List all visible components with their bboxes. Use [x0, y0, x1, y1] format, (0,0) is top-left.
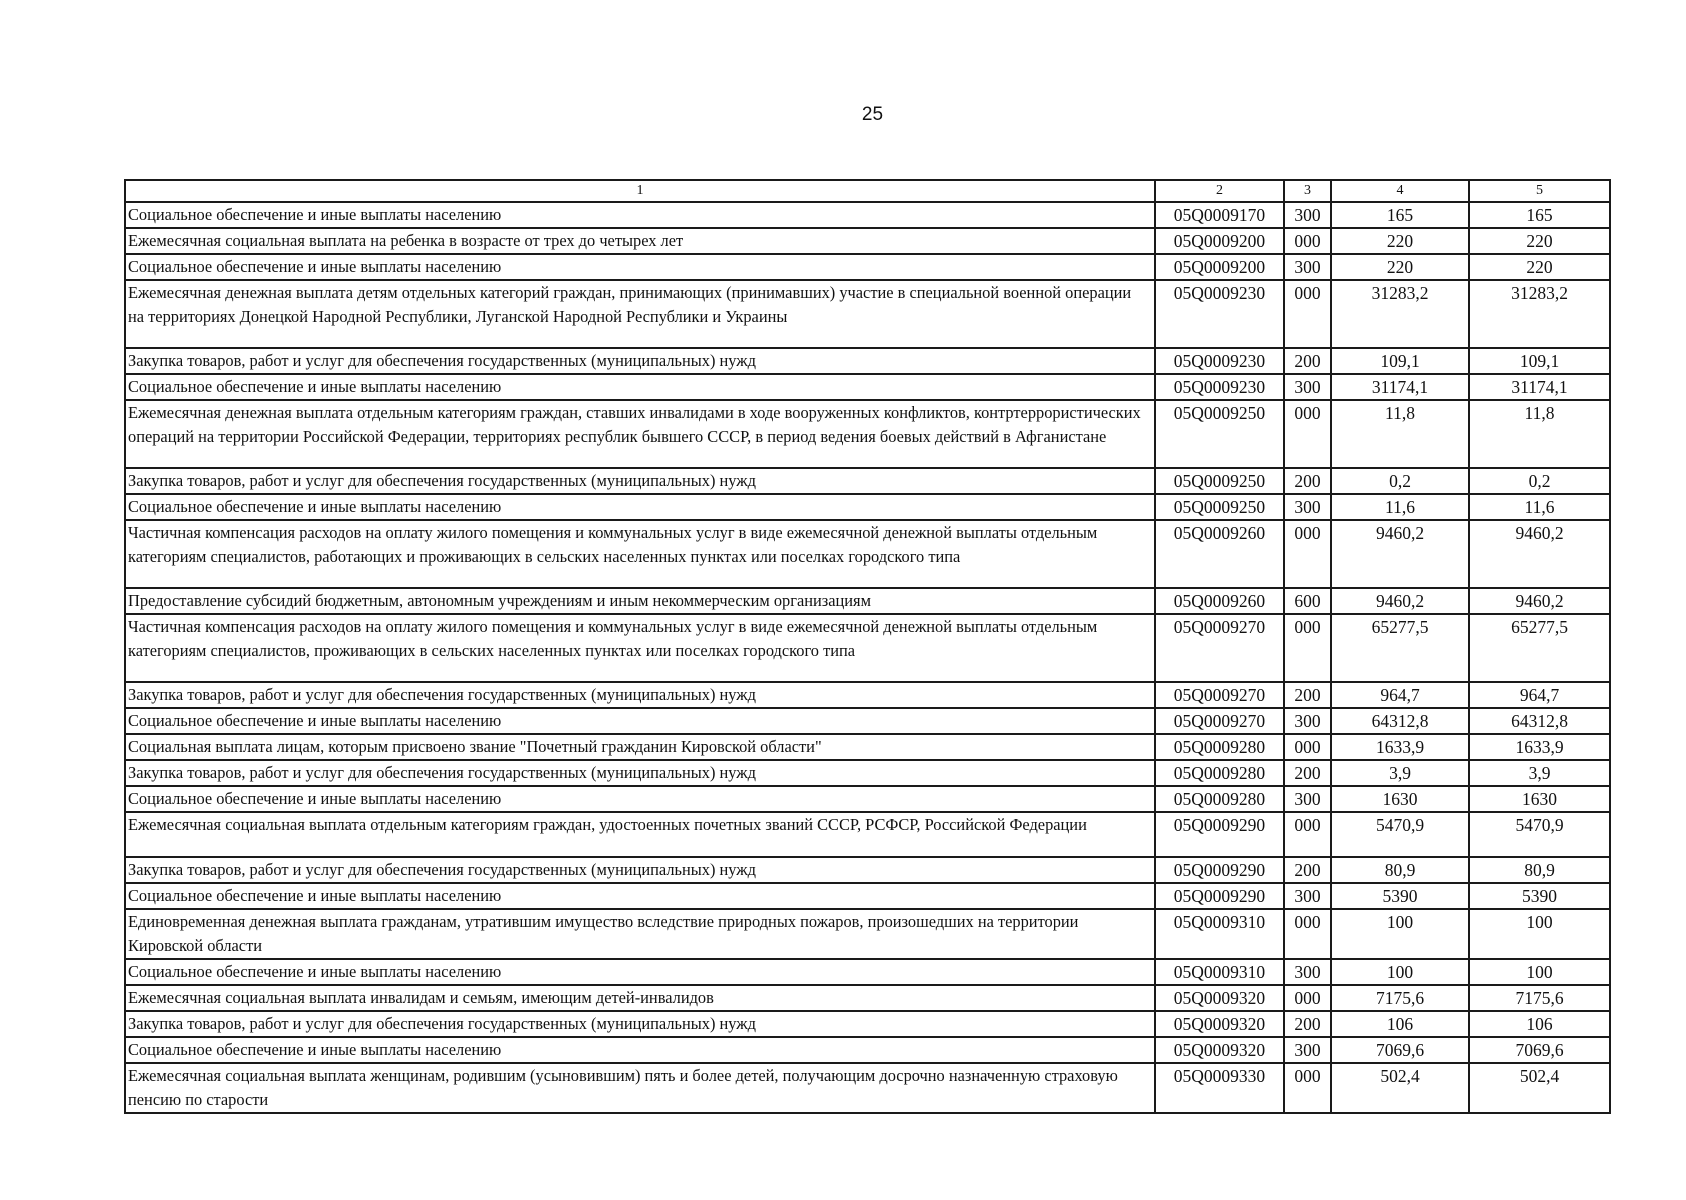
row-type-cell: 300: [1284, 202, 1331, 228]
row-type-cell: 600: [1284, 588, 1331, 614]
row-type-cell: 000: [1284, 985, 1331, 1011]
row-type-cell: 000: [1284, 812, 1331, 857]
row-value-1-cell: 80,9: [1331, 857, 1469, 883]
row-code-cell: 05Q0009310: [1155, 959, 1284, 985]
row-type-cell: 000: [1284, 228, 1331, 254]
row-value-1-cell: 1633,9: [1331, 734, 1469, 760]
budget-table: [124, 179, 1611, 1114]
row-code-cell: 05Q0009250: [1155, 494, 1284, 520]
row-name-cell: Предоставление субсидий бюджетным, автономным учреждениям и иным некоммерческим организациям: [125, 588, 1155, 614]
row-name-cell: Ежемесячная социальная выплата отдельным категориям граждан, удостоенных почетных званий СССР, РСФСР, Российской Федерации: [125, 812, 1155, 857]
row-value-1-cell: 11,6: [1331, 494, 1469, 520]
row-type-cell: 200: [1284, 468, 1331, 494]
header-col-value-1: 4: [1331, 180, 1469, 202]
row-value-1-cell: 502,4: [1331, 1063, 1469, 1113]
row-code-cell: 05Q0009290: [1155, 812, 1284, 857]
row-value-2-cell: 31283,2: [1469, 280, 1610, 348]
row-name-cell: Ежемесячная денежная выплата отдельным категориям граждан, ставших инвалидами в ходе вооруженных конфликтов, контртеррористических операций на территории Российской Федерации, территориях республик бывшего СССР, в период ведения боевых действий в Афганистане: [125, 400, 1155, 468]
row-code-cell: 05Q0009250: [1155, 468, 1284, 494]
table-row: [125, 1063, 1610, 1113]
row-name-cell: Ежемесячная социальная выплата на ребенка в возрасте от трех до четырех лет: [125, 228, 1155, 254]
row-value-1-cell: 220: [1331, 228, 1469, 254]
row-value-1-cell: 11,8: [1331, 400, 1469, 468]
row-code-cell: 05Q0009320: [1155, 1037, 1284, 1063]
row-type-cell: 000: [1284, 1063, 1331, 1113]
row-name-cell: Социальное обеспечение и иные выплаты населению: [125, 494, 1155, 520]
row-value-2-cell: 9460,2: [1469, 588, 1610, 614]
row-value-2-cell: 100: [1469, 909, 1610, 959]
row-name-cell: Социальное обеспечение и иные выплаты населению: [125, 254, 1155, 280]
row-name-cell: Закупка товаров, работ и услуг для обеспечения государственных (муниципальных) нужд: [125, 682, 1155, 708]
row-value-2-cell: 100: [1469, 959, 1610, 985]
table-row: [125, 588, 1610, 614]
header-col-type: 3: [1284, 180, 1331, 202]
table-row: [125, 1037, 1610, 1063]
table-row: [125, 883, 1610, 909]
row-value-2-cell: 80,9: [1469, 857, 1610, 883]
table-row: [125, 228, 1610, 254]
row-value-1-cell: 9460,2: [1331, 588, 1469, 614]
row-value-1-cell: 7175,6: [1331, 985, 1469, 1011]
row-value-1-cell: 9460,2: [1331, 520, 1469, 588]
row-code-cell: 05Q0009290: [1155, 883, 1284, 909]
row-code-cell: 05Q0009320: [1155, 1011, 1284, 1037]
row-value-2-cell: 64312,8: [1469, 708, 1610, 734]
row-value-2-cell: 106: [1469, 1011, 1610, 1037]
table-row: [125, 786, 1610, 812]
row-value-2-cell: 3,9: [1469, 760, 1610, 786]
row-name-cell: Закупка товаров, работ и услуг для обеспечения государственных (муниципальных) нужд: [125, 857, 1155, 883]
row-type-cell: 200: [1284, 1011, 1331, 1037]
table-row: [125, 374, 1610, 400]
row-value-1-cell: 0,2: [1331, 468, 1469, 494]
row-code-cell: 05Q0009280: [1155, 786, 1284, 812]
row-value-2-cell: 9460,2: [1469, 520, 1610, 588]
row-type-cell: 300: [1284, 374, 1331, 400]
row-name-cell: Социальное обеспечение и иные выплаты населению: [125, 786, 1155, 812]
row-value-2-cell: 7175,6: [1469, 985, 1610, 1011]
table-row: [125, 614, 1610, 682]
row-name-cell: Социальное обеспечение и иные выплаты населению: [125, 202, 1155, 228]
row-name-cell: Ежемесячная социальная выплата инвалидам и семьям, имеющим детей-инвалидов: [125, 985, 1155, 1011]
row-type-cell: 300: [1284, 254, 1331, 280]
table-row: [125, 734, 1610, 760]
table-row: [125, 400, 1610, 468]
table-row: [125, 280, 1610, 348]
row-value-2-cell: 31174,1: [1469, 374, 1610, 400]
table-row: [125, 348, 1610, 374]
row-code-cell: 05Q0009230: [1155, 348, 1284, 374]
row-value-1-cell: 7069,6: [1331, 1037, 1469, 1063]
row-value-1-cell: 106: [1331, 1011, 1469, 1037]
table-row: [125, 202, 1610, 228]
row-type-cell: 200: [1284, 760, 1331, 786]
row-name-cell: Социальная выплата лицам, которым присвоено звание "Почетный гражданин Кировской области": [125, 734, 1155, 760]
row-type-cell: 000: [1284, 400, 1331, 468]
table-row: [125, 909, 1610, 959]
row-value-2-cell: 1630: [1469, 786, 1610, 812]
row-value-2-cell: 7069,6: [1469, 1037, 1610, 1063]
table-row: [125, 812, 1610, 857]
header-col-code: 2: [1155, 180, 1284, 202]
header-col-value-2: 5: [1469, 180, 1610, 202]
row-name-cell: Социальное обеспечение и иные выплаты населению: [125, 959, 1155, 985]
row-code-cell: 05Q0009320: [1155, 985, 1284, 1011]
row-value-1-cell: 3,9: [1331, 760, 1469, 786]
row-name-cell: Ежемесячная социальная выплата женщинам, родившим (усыновившим) пять и более детей, получающим досрочно назначенную страховую пенсию по старости: [125, 1063, 1155, 1113]
row-value-2-cell: 0,2: [1469, 468, 1610, 494]
row-value-1-cell: 109,1: [1331, 348, 1469, 374]
row-type-cell: 300: [1284, 494, 1331, 520]
row-code-cell: 05Q0009250: [1155, 400, 1284, 468]
row-value-2-cell: 1633,9: [1469, 734, 1610, 760]
row-code-cell: 05Q0009170: [1155, 202, 1284, 228]
row-value-2-cell: 964,7: [1469, 682, 1610, 708]
table-row: [125, 708, 1610, 734]
table-row: [125, 494, 1610, 520]
row-code-cell: 05Q0009200: [1155, 254, 1284, 280]
row-code-cell: 05Q0009310: [1155, 909, 1284, 959]
table-row: [125, 857, 1610, 883]
row-code-cell: 05Q0009330: [1155, 1063, 1284, 1113]
row-value-1-cell: 64312,8: [1331, 708, 1469, 734]
row-code-cell: 05Q0009200: [1155, 228, 1284, 254]
row-name-cell: Закупка товаров, работ и услуг для обеспечения государственных (муниципальных) нужд: [125, 348, 1155, 374]
row-name-cell: Единовременная денежная выплата гражданам, утратившим имущество вследствие природных пожаров, произошедших на территории Кировской области: [125, 909, 1155, 959]
row-value-1-cell: 1630: [1331, 786, 1469, 812]
row-code-cell: 05Q0009260: [1155, 520, 1284, 588]
table-row: [125, 1011, 1610, 1037]
row-type-cell: 000: [1284, 734, 1331, 760]
table-body: [125, 202, 1610, 1113]
header-col-name: 1: [125, 180, 1155, 202]
row-name-cell: Социальное обеспечение и иные выплаты населению: [125, 883, 1155, 909]
row-type-cell: 200: [1284, 857, 1331, 883]
row-code-cell: 05Q0009270: [1155, 682, 1284, 708]
row-code-cell: 05Q0009270: [1155, 708, 1284, 734]
row-value-1-cell: 5390: [1331, 883, 1469, 909]
table-row: [125, 682, 1610, 708]
header-row: [125, 180, 1610, 202]
row-value-1-cell: 5470,9: [1331, 812, 1469, 857]
row-value-1-cell: 65277,5: [1331, 614, 1469, 682]
row-code-cell: 05Q0009270: [1155, 614, 1284, 682]
row-code-cell: 05Q0009280: [1155, 734, 1284, 760]
row-type-cell: 000: [1284, 280, 1331, 348]
row-name-cell: Частичная компенсация расходов на оплату жилого помещения и коммунальных услуг в виде ежемесячной денежной выплаты отдельным категориям специалистов, проживающих в сельских населенных пунктах или поселках городского типа: [125, 614, 1155, 682]
row-code-cell: 05Q0009260: [1155, 588, 1284, 614]
row-value-2-cell: 65277,5: [1469, 614, 1610, 682]
row-type-cell: 000: [1284, 520, 1331, 588]
row-value-2-cell: 5470,9: [1469, 812, 1610, 857]
row-value-2-cell: 11,8: [1469, 400, 1610, 468]
row-type-cell: 300: [1284, 708, 1331, 734]
row-name-cell: Закупка товаров, работ и услуг для обеспечения государственных (муниципальных) нужд: [125, 760, 1155, 786]
row-code-cell: 05Q0009230: [1155, 374, 1284, 400]
row-name-cell: Частичная компенсация расходов на оплату жилого помещения и коммунальных услуг в виде ежемесячной денежной выплаты отдельным категориям специалистов, работающих и проживающих в сельских населенных пунктах или поселках городского типа: [125, 520, 1155, 588]
row-value-1-cell: 220: [1331, 254, 1469, 280]
row-value-1-cell: 100: [1331, 909, 1469, 959]
page-number: 25: [861, 104, 884, 125]
row-value-2-cell: 502,4: [1469, 1063, 1610, 1113]
row-value-1-cell: 100: [1331, 959, 1469, 985]
row-name-cell: Социальное обеспечение и иные выплаты населению: [125, 1037, 1155, 1063]
row-value-2-cell: 5390: [1469, 883, 1610, 909]
row-value-2-cell: 220: [1469, 228, 1610, 254]
row-type-cell: 300: [1284, 883, 1331, 909]
row-value-2-cell: 165: [1469, 202, 1610, 228]
table-row: [125, 959, 1610, 985]
row-code-cell: 05Q0009290: [1155, 857, 1284, 883]
table-row: [125, 760, 1610, 786]
row-name-cell: Ежемесячная денежная выплата детям отдельных категорий граждан, принимающих (принимавших) участие в специальной военной операции на территориях Донецкой Народной Республики, Луганской Народной Республики и Украины: [125, 280, 1155, 348]
row-type-cell: 000: [1284, 909, 1331, 959]
table-row: [125, 468, 1610, 494]
row-type-cell: 000: [1284, 614, 1331, 682]
row-value-1-cell: 31283,2: [1331, 280, 1469, 348]
row-name-cell: Закупка товаров, работ и услуг для обеспечения государственных (муниципальных) нужд: [125, 1011, 1155, 1037]
row-value-2-cell: 109,1: [1469, 348, 1610, 374]
row-type-cell: 200: [1284, 348, 1331, 374]
row-name-cell: Социальное обеспечение и иные выплаты населению: [125, 708, 1155, 734]
row-value-1-cell: 165: [1331, 202, 1469, 228]
row-value-2-cell: 220: [1469, 254, 1610, 280]
table-row: [125, 985, 1610, 1011]
row-type-cell: 300: [1284, 959, 1331, 985]
row-value-2-cell: 11,6: [1469, 494, 1610, 520]
row-type-cell: 300: [1284, 786, 1331, 812]
row-value-1-cell: 964,7: [1331, 682, 1469, 708]
row-type-cell: 300: [1284, 1037, 1331, 1063]
row-code-cell: 05Q0009280: [1155, 760, 1284, 786]
row-code-cell: 05Q0009230: [1155, 280, 1284, 348]
table-row: [125, 254, 1610, 280]
row-type-cell: 200: [1284, 682, 1331, 708]
row-value-1-cell: 31174,1: [1331, 374, 1469, 400]
table-row: [125, 520, 1610, 588]
row-name-cell: Закупка товаров, работ и услуг для обеспечения государственных (муниципальных) нужд: [125, 468, 1155, 494]
row-name-cell: Социальное обеспечение и иные выплаты населению: [125, 374, 1155, 400]
